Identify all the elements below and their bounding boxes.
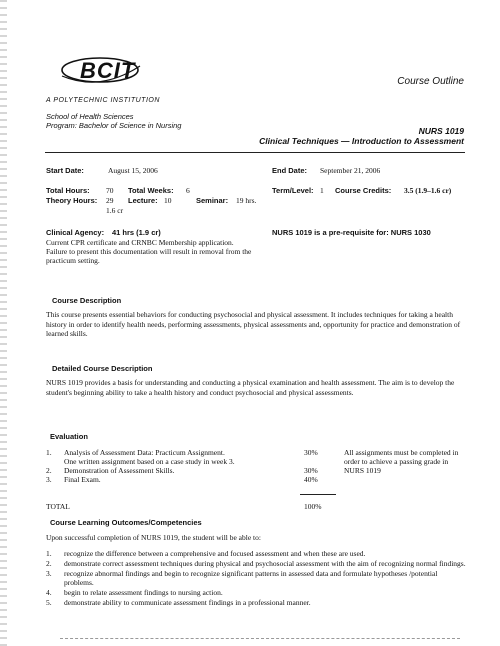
course-credits-label: Course Credits: (335, 186, 392, 195)
outcome-num: 5. (46, 598, 52, 607)
course-credits-value: 3.5 (1.9–1.6 cr) (404, 186, 452, 195)
list-item (46, 569, 466, 587)
evaluation-pct: 30% (304, 466, 318, 475)
end-date-value: September 21, 2006 (320, 166, 381, 175)
lecture-value: 10 (164, 196, 172, 205)
program-name: Program: Bachelor of Science in Nursing (46, 121, 182, 130)
term-level-label: Term/Level: (272, 186, 314, 195)
requirement-text: Current CPR certificate and CRNBC Membership application. Failure to present this documentation will result in removal from the practicum setting. (46, 238, 252, 265)
total-weeks-value: 6 (186, 186, 190, 195)
start-date-value: August 15, 2006 (108, 166, 158, 175)
theory-hours-label: Theory Hours: (46, 196, 98, 205)
evaluation-item-text: Analysis of Assessment Data: Practicum Assignment. (64, 448, 225, 457)
scan-edge-artifact (0, 0, 7, 646)
school-name: School of Health Sciences (46, 112, 134, 121)
outcome-num: 1. (46, 549, 52, 558)
outcome-text: recognize abnormal findings and begin to recognize significant patterns in assessed data and formulate hypotheses /potential problems. (64, 569, 438, 587)
list-item (46, 549, 466, 558)
evaluation-item-text: Final Exam. (64, 475, 101, 484)
outcome-text: demonstrate ability to communicate assessment findings in a professional manner. (64, 598, 311, 607)
list-item (46, 559, 466, 568)
evaluation-num: 2. (46, 466, 52, 475)
total-hours-value: 70 (106, 186, 114, 195)
evaluation-item (64, 448, 304, 466)
evaluation-pct: 40% (304, 475, 318, 484)
evaluation-num: 1. (46, 448, 52, 457)
seminar-label: Seminar: (196, 196, 229, 205)
detailed-description-heading: Detailed Course Description (52, 364, 153, 373)
logo-text: BCIT (80, 58, 136, 83)
list-item (46, 588, 466, 597)
seminar-value: 19 hrs. (236, 196, 257, 205)
outcome-num: 2. (46, 559, 52, 568)
course-description-text: This course presents essential behaviors for conducting psychosocial and physical assessment. It includes techniques for taking a health history in order to identify health needs, performing assessments, physical assessments and, opportunity for practice and demonstration of learned skills. (46, 310, 461, 338)
outcome-text: demonstrate correct assessment techniques during physical and psychosocial assessment with the aim of recognizing normal findings. (64, 559, 466, 568)
outcome-text: recognize the difference between a comprehensive and focused assessment and when these are used. (64, 549, 366, 558)
clinical-agency-label: Clinical Agency: (46, 228, 105, 237)
evaluation-item-sub: One written assignment based on a case study in week 3. (64, 457, 235, 466)
outcome-num: 3. (46, 569, 52, 578)
theory-hours-value: 29 (106, 196, 114, 205)
evaluation-item-text: Demonstration of Assessment Skills. (64, 466, 175, 475)
outcome-text: begin to relate assessment findings to nursing action. (64, 588, 223, 597)
course-description-heading: Course Description (52, 296, 122, 305)
page-bottom-cutoff (60, 638, 460, 639)
institution-tagline: A POLYTECHNIC INSTITUTION (46, 97, 160, 104)
term-level-value: 1 (320, 186, 324, 195)
evaluation-total-value: 100% (304, 502, 322, 511)
evaluation-table (46, 448, 466, 484)
evaluation-note: All assignments must be completed in order to achieve a passing grade in NURS 1019 (344, 448, 459, 475)
theory-credits: 1.6 cr (106, 206, 124, 215)
outcome-num: 4. (46, 588, 52, 597)
list-item (46, 598, 466, 607)
evaluation-section (46, 448, 466, 484)
bcit-logo (56, 52, 146, 96)
evaluation-heading: Evaluation (50, 432, 88, 441)
outcomes-intro: Upon successful completion of NURS 1019, the student will be able to: (46, 533, 261, 542)
clinical-agency-value: 41 hrs (1.9 cr) (112, 228, 161, 237)
evaluation-pct: 30% (304, 448, 318, 457)
evaluation-row (46, 448, 466, 466)
total-hours-label: Total Hours: (46, 186, 90, 195)
evaluation-total-label: TOTAL (46, 502, 70, 511)
prerequisite-note: NURS 1019 is a pre-requisite for: NURS 1030 (272, 228, 431, 237)
course-code: NURS 1019 (418, 126, 464, 136)
total-weeks-label: Total Weeks: (128, 186, 174, 195)
total-rule (300, 494, 336, 495)
detailed-description-text: NURS 1019 provides a basis for understanding and conducting a physical examination and health assessment. The aim is to develop the student's beginning ability to take a health history and conduct psychosocial and physical assessments. (46, 378, 455, 397)
evaluation-num: 3. (46, 475, 52, 484)
outcomes-heading: Course Learning Outcomes/Competencies (50, 518, 202, 527)
course-title: Clinical Techniques — Introduction to Assessment (259, 136, 464, 146)
header-rule (45, 152, 465, 153)
start-date-label: Start Date: (46, 166, 84, 175)
document-type: Course Outline (397, 76, 464, 87)
lecture-label: Lecture: (128, 196, 158, 205)
outcomes-list (46, 549, 466, 608)
end-date-label: End Date: (272, 166, 308, 175)
